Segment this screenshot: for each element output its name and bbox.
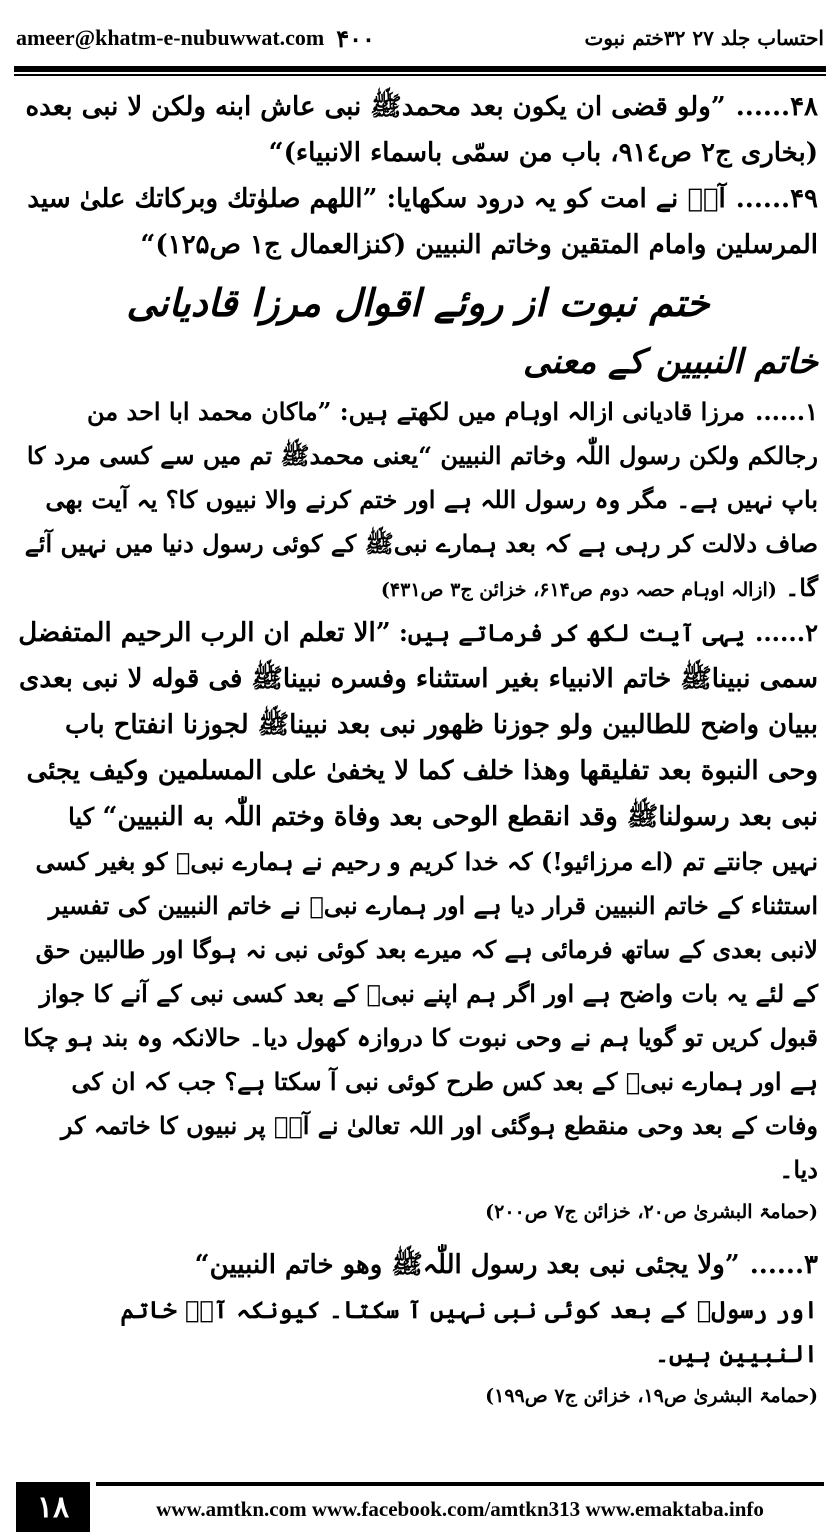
quote-intro: یہی آیت لکھ کر فرماتے ہیں: [399,618,745,647]
header-email[interactable]: ameer@khatm-e-nubuwwat.com [16,25,325,50]
item-49 [18,176,818,268]
quote-urdu: کیا نہیں جانتے تم (اے مرزائیو!) کہ خدا کریم و رحیم نے ہمارے نبیﷺ کو بغیر کسی استثناء کے خاتم النبیین قرار دیا ہے اور ہمارے نبیﷺ نے خاتم النبیین کی تفسیر لانبی بعدی کے ساتھ فرمائی ہے کہ میرے بعد کوئی نبی نہ ہوگا اور طالبین حق کے لئے یہ بات واضح ہے اور اگر ہم اپنے نبیﷺ کے بعد کسی نبی کے آنے کا جواز قبول کریں تو گویا ہم نے وحی نبوت کا دروازہ کھول دیا۔ حالانکہ وہ بند ہو چکا ہے اور ہمارے نبیﷺ کے بعد کس طرح کوئی نبی آ سکتا ہے؟ جب کہ ان کی وفات کے بعد وحی منقطع ہوگئی اور اللہ تعالیٰ نے آپؐ پر نبیوں کا خاتمہ کر دیا۔ [23,802,818,1184]
item-text: ”ولو قضی ان یکون بعد محمدﷺ نبی عاش ابنه ولکن لا نبی بعده (بخاری ج۲ ص۹۱٤، باب من سمّی باسماء الانبیاء)“ [25,92,818,168]
item-48 [18,84,818,176]
quote-arabic: ”الا تعلم ان الرب الرحیم المتفضل سمی نبیناﷺ خاتم الانبیاء بغیر استثناء وفسره نبیناﷺ فی قوله لا نبی بعدی ببیان واضح للطالبین ولو جوزنا ظهور نبی بعد نبیناﷺ لجوزنا انفتاح باب وحی النبوة بعد تفلیقها وهذا خلف کما لا یخفیٰ علی المسلمین وکیف یجئی نبی بعد رسولناﷺ وقد انقطع الوحی بعد وفاة وختم اللّٰہ به النبیین“ [18,618,818,832]
section-subheading: خاتم النبیین کے معنی [522,342,818,382]
quote-reference: (ازالہ اوہام حصہ دوم ص۶۱۴، خزائن ج۳ ص۴۳۱) [380,579,777,601]
section-heading: ختم نبوت از روئے اقوال مرزا قادیانی [126,280,710,325]
spacer [18,1232,818,1242]
quote-2-reference: (حمامۃ البشریٰ ص۲۰، خزائن ج۷ ص۲۰۰) [485,1201,818,1223]
quote-2 [18,610,818,1192]
item-number: ۴۹...... [735,184,818,214]
quote-3-reference: (حمامۃ البشریٰ ص۱۹، خزائن ج۷ ص۱۹۹) [485,1385,818,1407]
page-header [16,14,824,62]
header-left [16,24,375,53]
quote-text: مرزا قادیانی ازالہ اوہام میں لکھتے ہیں: ”ماکان محمد ابا احد من رجالکم ولکن رسول اللّٰہ وخاتم النبیین “یعنی محمدﷺ تم میں سے کسی مرد کا باپ نہیں ہے۔ مگر وہ رسول اللہ ہے اور ختم کرنے والا نبیوں کا؟ یہ آیت بھی صاف دلالت کر رہی ہے کہ بعد ہمارے نبیﷺ کے کوئی رسول دنیا میں نہیں آئے گا۔ [24,397,818,602]
quote-1 [18,390,818,610]
item-number: ۴۸...... [735,92,818,122]
quote-3-urdu: اور رسولﷺ کے بعد کوئی نبی نہیں آ سکتا۔ کیونکہ آپؐ خاتم النبیین ہیں۔ [120,1295,818,1368]
page-body [18,84,818,1468]
page-footer [16,1482,824,1532]
quote-number: ۱...... [754,397,818,426]
item-text: آپؐ نے امت کو یہ درود سکھایا: ”اللهم صلوٰتك وبرکاتك علیٰ سید المرسلین وامام المتقین وخاتم النبیین (کنزالعمال ج۱ ص۱۲۵)“ [27,184,818,260]
running-title: احتساب جلد ۲۷ ۳۲ختم نبوت [584,26,824,50]
quote-number: ۲...... [754,618,818,647]
quote-number: ۳...... [749,1250,818,1280]
quote-3 [18,1242,818,1288]
footer-links[interactable]: www.amtkn.com www.facebook.com/amtkn313 www.emaktaba.info [96,1482,824,1532]
header-rule-thin [14,74,826,76]
footer-page-box: ۱۸ [16,1482,90,1532]
header-page-number: ۴۰۰ [336,23,375,53]
quote-arabic: ”ولا یجئی نبی بعد رسول اللّٰہﷺ وهو خاتم النبیین“ [194,1250,740,1280]
header-rule-thick [14,66,826,72]
